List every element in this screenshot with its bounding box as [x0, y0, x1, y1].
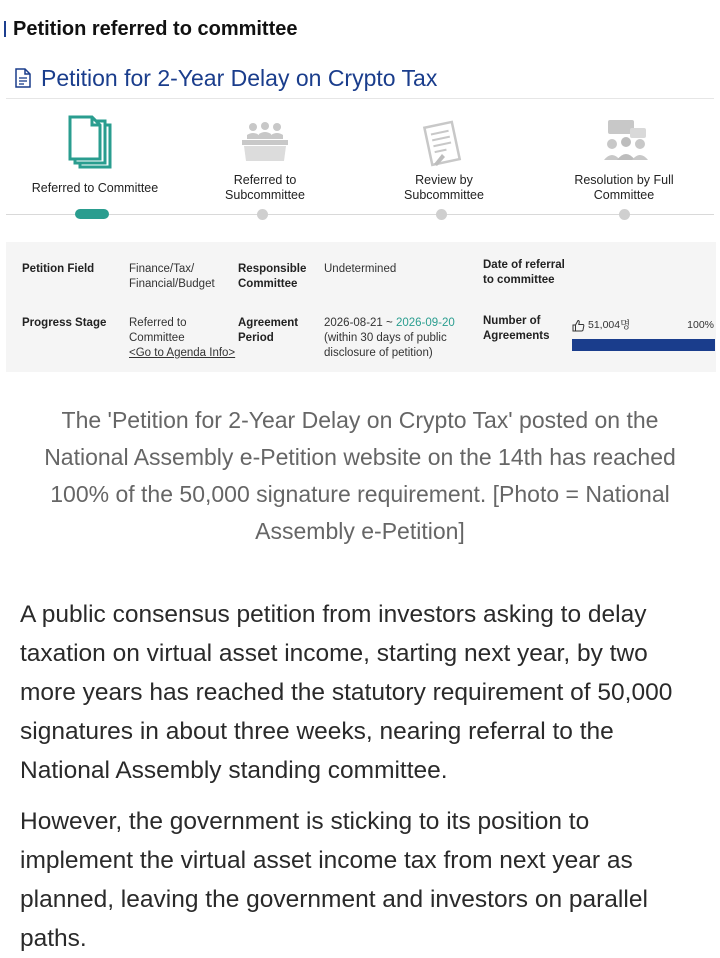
petition-field-label: Petition Field: [22, 263, 95, 275]
thumbs-up-icon: [572, 319, 585, 332]
step-label-referred-to-committee: Referred to Committee: [31, 181, 159, 195]
progress-stage-label: Progress Stage: [22, 317, 107, 329]
article-paragraph: A public consensus petition from investors asking to delay taxation on virtual asset income, starting next year, by two more years has reached the statutory requirement of 50,000 signatures in about three weeks, nearing referral to the National Assembly standing committee.: [20, 601, 673, 784]
responsible-committee-label: Responsible Committee: [238, 263, 307, 290]
date-of-referral-label: Date of referral to committee: [483, 259, 565, 286]
step-marker-current: [75, 209, 109, 219]
agreements-count: 51,004명: [588, 319, 631, 331]
photo-caption: The 'Petition for 2-Year Delay on Crypto Tax' posted on the National Assembly e-Petition website on the 14th has reached 100% of the 50,000 signature requirement. [Photo = National Assembly e-Petition]: [44, 407, 676, 544]
step-label-resolution-by-full-committee: Resolution by Full Committee: [574, 173, 674, 202]
progress-track-line: [6, 214, 714, 215]
agreement-period-label: Agreement Period: [238, 317, 299, 344]
title-divider: [6, 98, 714, 99]
documents-stack-icon: [68, 115, 114, 171]
petition-field-value: Finance/Tax/ Financial/Budget: [129, 263, 215, 290]
section-header-bar: [4, 21, 6, 37]
agreement-start-date: 2026-08-21 ~: [324, 317, 396, 329]
step-marker: [436, 209, 447, 220]
agreement-period-cell: [324, 316, 474, 361]
agreements-percent: 100%: [687, 319, 714, 331]
section-header: [4, 16, 298, 42]
step-marker: [257, 209, 268, 220]
agreement-period-note: (within 30 days of public disclosure of petition): [324, 332, 447, 359]
responsible-committee-value: Undetermined: [324, 263, 397, 275]
step-label-referred-to-subcommittee: Referred to Subcommittee: [225, 173, 305, 202]
agreements-label: Number of Agreements: [483, 315, 550, 342]
meeting-table-icon: [240, 121, 290, 165]
petition-title-text: Petition for 2-Year Delay on Crypto Tax: [41, 64, 438, 91]
full-committee-icon: [600, 118, 652, 166]
agenda-info-link[interactable]: <Go to Agenda Info>: [129, 347, 236, 359]
agreements-count-cell: [572, 318, 662, 333]
section-header-text: Petition referred to committee: [13, 17, 298, 40]
step-label-review-by-subcommittee: Review by Subcommittee: [404, 173, 484, 202]
step-marker: [619, 209, 630, 220]
review-document-icon: [420, 118, 468, 168]
article-paragraph: However, the government is sticking to its position to implement the virtual asset income tax from next year as planned, leaving the government and investors on parallel paths.: [20, 808, 648, 952]
agreement-end-date: 2026-09-20: [395, 317, 455, 329]
petition-info-panel: [6, 242, 716, 372]
document-icon: [12, 67, 34, 89]
petition-title: [12, 62, 437, 94]
progress-stage-value: Referred to Committee: [129, 317, 187, 344]
progress-stage-cell: [129, 316, 239, 361]
agreements-progress-bar: [572, 339, 715, 351]
